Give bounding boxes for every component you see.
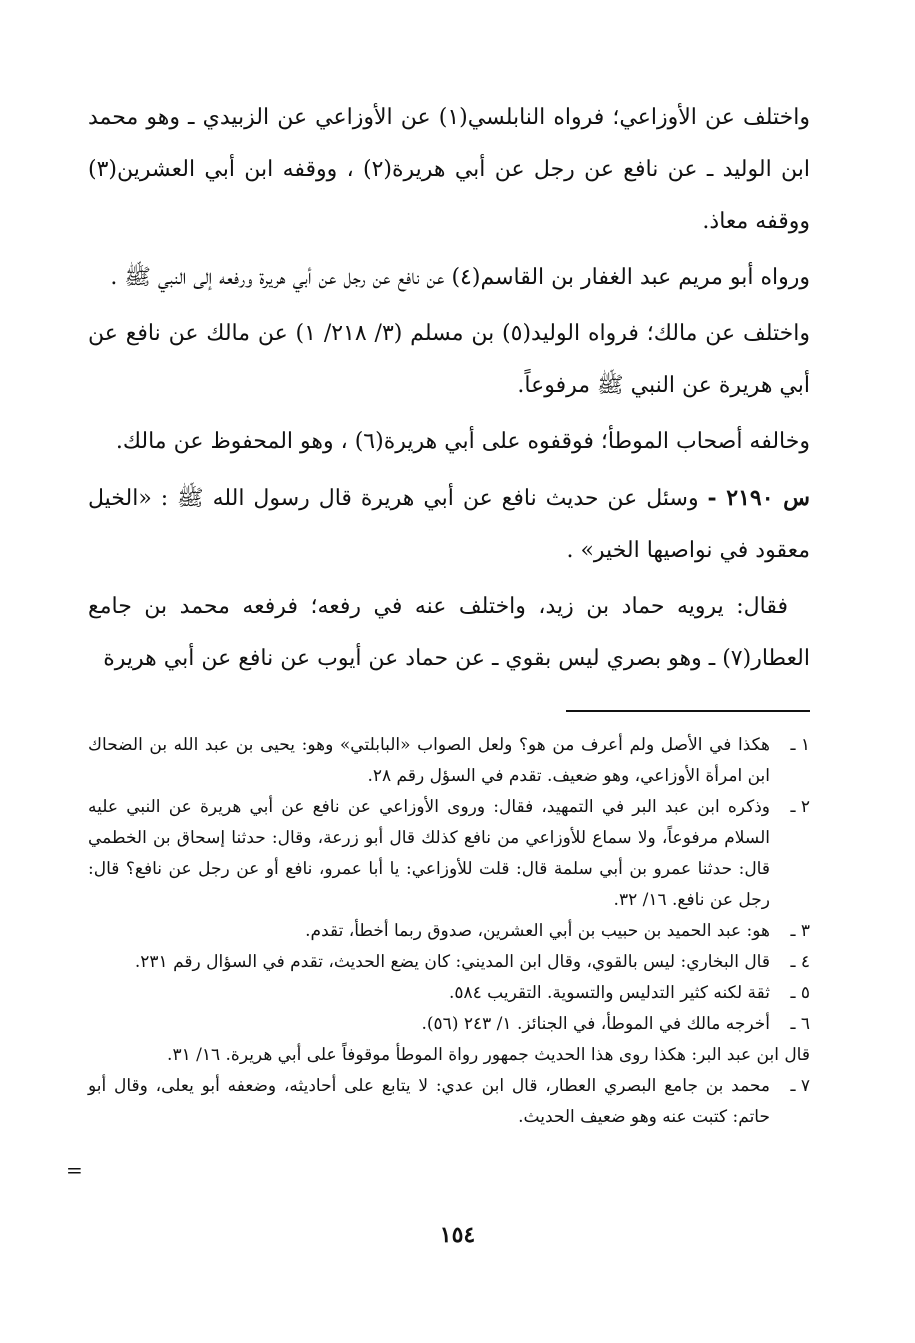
footnotes — [88, 730, 810, 1133]
footnote-text: محمد بن جامع البصري العطار، قال ابن عدي: لا يتابع على أحاديثه، وضعفه أبو يعلى، وقال أبو حاتم: كتبت عنه وهو ضعيف الحديث. — [88, 1076, 770, 1127]
footnote-5 — [88, 978, 810, 1009]
continuation-mark: = — [66, 1158, 83, 1182]
answer-paragraph: فقال: يرويه حماد بن زيد، واختلف عنه في رفعه؛ فرفعه محمد بن جامع العطار(٧) ـ وهو بصري ليس بقوي ـ عن حماد عن أيوب عن نافع عن أبي هريرة — [88, 594, 810, 671]
footnote-text: هكذا في الأصل ولم أعرف من هو؟ ولعل الصواب «البابلتي» وهو: يحيى بن عبد الله بن الضحاك ابن امرأة الأوزاعي، وهو ضعيف. تقدم في السؤل رقم ٢٨. — [88, 735, 770, 786]
paragraph: ورواه أبو مريم عبد الغفار بن القاسم(٤) عن نافع عن رجل عن أبي هريرة ورفعه إلى النبي ﷺ . — [110, 265, 810, 290]
footnote-7 — [88, 1071, 810, 1133]
footnote-3 — [88, 916, 810, 947]
paragraph: وخالفه أصحاب الموطأ؛ فوقفوه على أبي هريرة(٦) ، وهو المحفوظ عن مالك. — [115, 429, 810, 454]
question-text: وسئل عن حديث نافع عن أبي هريرة قال رسول الله ﷺ : «الخيل معقود في نواصيها الخير» . — [88, 486, 810, 563]
footnote-number: ٢ ـ — [790, 797, 810, 817]
footnote-number: ١ ـ — [790, 735, 810, 755]
footnote-number: ٥ ـ — [790, 983, 810, 1003]
footnote-text: أخرجه مالك في الموطأ، في الجنائز. ١/ ٢٤٣ (٥٦). — [421, 1014, 770, 1034]
footnote-text: هو: عبد الحميد بن حبيب بن أبي العشرين، صدوق ربما أخطأ، تقدم. — [305, 921, 770, 941]
footnote-number: ٦ ـ — [790, 1014, 810, 1034]
footnote-1 — [88, 730, 810, 792]
footnote-4 — [88, 947, 810, 978]
footnote-6-continuation: قال ابن عبد البر: هكذا روى هذا الحديث جمهور رواة الموطأ موقوفاً على أبي هريرة. ١٦/ ٣١. — [167, 1045, 810, 1065]
page-number: ١٥٤ — [439, 1222, 476, 1248]
main-text — [88, 92, 810, 689]
footnote-6 — [88, 1009, 810, 1040]
question-paragraph — [88, 472, 810, 577]
footnote-text: ثقة لكنه كثير التدليس والتسوية. التقريب ٥٨٤. — [448, 983, 770, 1003]
paragraph: واختلف عن الأوزاعي؛ فرواه النابلسي(١) عن الأوزاعي عن الزبيدي ـ وهو محمد ابن الوليد ـ عن نافع عن رجل عن أبي هريرة(٢) ، ووقفه ابن أبي العشرين(٣) ووقفه معاذ. — [88, 105, 810, 234]
footnote-text: وذكره ابن عبد البر في التمهيد، فقال: وروى الأوزاعي عن نافع عن أبي هريرة عن النبي عليه السلام مرفوعاً، ولا سماع للأوزاعي من نافع كذلك قال أبو زرعة، وقال: حدثنا إسحاق بن الخطمي قال: حدثنا عمرو بن أبي سلمة قال: قلت للأوزاعي: يا أبا عمرو، نافع أو عن رجل عن نافع؟ قال: رجل عن نافع. ١٦/ ٣٢. — [88, 797, 770, 910]
footnote-number: ٧ ـ — [790, 1076, 810, 1096]
footnote-text: قال البخاري: ليس بالقوي، وقال ابن المديني: كان يضع الحديث، تقدم في السؤال رقم ٢٣١. — [134, 952, 770, 972]
footnote-2 — [88, 792, 810, 916]
question-number: س ٢١٩٠ - — [707, 485, 810, 511]
footnote-separator — [566, 710, 810, 712]
footnote-number: ٣ ـ — [790, 921, 810, 941]
paragraph: واختلف عن مالك؛ فرواه الوليد(٥) بن مسلم (٣/ ٢١٨/ ١) عن مالك عن نافع عن أبي هريرة عن النبي ﷺ مرفوعاً. — [88, 321, 810, 398]
footnote-number: ٤ ـ — [790, 952, 810, 972]
